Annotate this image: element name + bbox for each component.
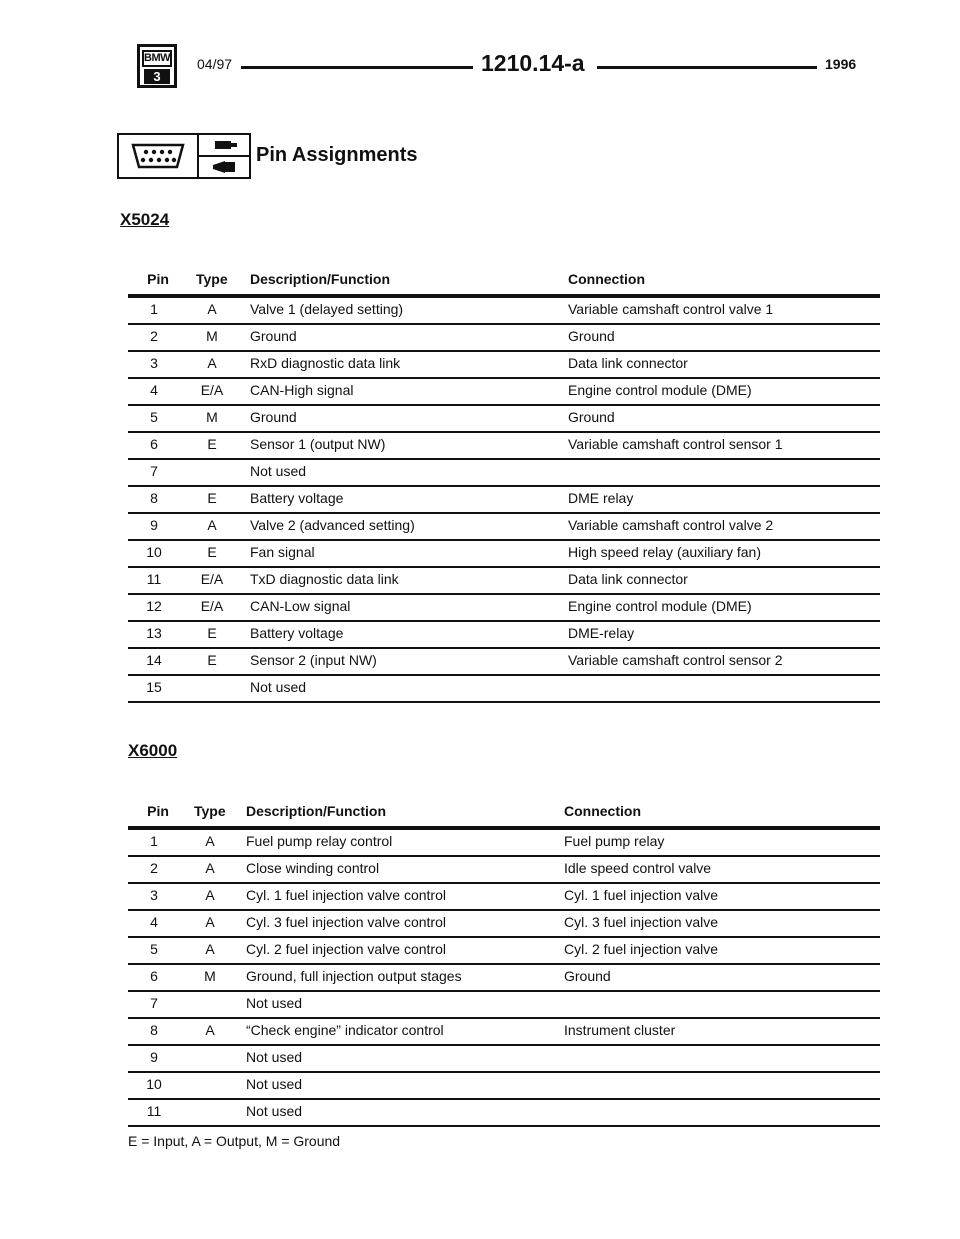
pin-cell: 4: [150, 382, 158, 398]
description-cell: Fuel pump relay control: [246, 833, 393, 849]
connector-name: X5024: [120, 210, 170, 229]
table-row: [128, 911, 880, 938]
table-row: [128, 352, 880, 379]
pin-table-x6000: [128, 799, 880, 1127]
table-row: [128, 649, 880, 676]
type-cell: E: [207, 490, 217, 506]
table-row: [128, 514, 880, 541]
description-cell: Not used: [246, 1049, 303, 1065]
pin-cell: 5: [150, 409, 158, 425]
table-row: [128, 622, 880, 649]
description-cell: Ground, full injection output stages: [246, 968, 462, 984]
logo-brand: BMW: [142, 50, 172, 67]
table-row: [128, 1046, 880, 1073]
connection-cell: High speed relay (auxiliary fan): [568, 544, 761, 560]
type-cell: E/A: [200, 598, 224, 614]
table-row: [128, 325, 880, 352]
header-year: 1996: [825, 56, 857, 72]
connection-cell: Ground: [568, 328, 615, 344]
column-header-type: Type: [194, 803, 226, 819]
description-cell: Cyl. 2 fuel injection valve control: [246, 941, 446, 957]
type-cell: E: [207, 436, 217, 452]
type-legend: E = Input, A = Output, M = Ground: [128, 1133, 341, 1149]
pin-cell: 5: [150, 941, 158, 957]
pin-cell: 8: [150, 1022, 158, 1038]
pin-cell: 10: [146, 544, 162, 560]
connection-cell: Idle speed control valve: [564, 860, 712, 876]
type-cell: A: [205, 1022, 215, 1038]
table-row: [128, 938, 880, 965]
table-row: [128, 433, 880, 460]
page-title: Pin Assignments: [256, 144, 418, 166]
type-cell: E/A: [200, 382, 224, 398]
pin-cell: 14: [146, 652, 162, 668]
table-body: [128, 830, 880, 1127]
connection-cell: DME relay: [568, 490, 634, 506]
pin-cell: 15: [146, 679, 162, 695]
table-row: [128, 676, 880, 703]
type-cell: M: [206, 409, 218, 425]
connection-cell: Fuel pump relay: [564, 833, 665, 849]
column-header-connection: Connection: [564, 803, 641, 819]
description-cell: Ground: [250, 328, 297, 344]
pin-cell: 1: [150, 833, 158, 849]
logo-series: 3: [144, 69, 170, 84]
table-row: [128, 568, 880, 595]
connection-cell: Engine control module (DME): [568, 382, 752, 398]
header-rule-left: [241, 66, 473, 69]
type-cell: A: [205, 833, 215, 849]
description-cell: Cyl. 1 fuel injection valve control: [246, 887, 446, 903]
connection-cell: Variable camshaft control sensor 2: [568, 652, 783, 668]
description-cell: RxD diagnostic data link: [250, 355, 401, 371]
pin-cell: 10: [146, 1076, 162, 1092]
type-cell: E: [207, 652, 217, 668]
pin-cell: 3: [150, 355, 158, 371]
table-row: [128, 1100, 880, 1127]
description-cell: Ground: [250, 409, 297, 425]
connection-cell: Data link connector: [568, 571, 688, 587]
description-cell: Cyl. 3 fuel injection valve control: [246, 914, 446, 930]
connection-cell: Variable camshaft control valve 2: [568, 517, 774, 533]
description-cell: Sensor 1 (output NW): [250, 436, 386, 452]
type-cell: E/A: [200, 571, 224, 587]
pin-cell: 11: [146, 571, 162, 587]
connection-cell: Instrument cluster: [564, 1022, 676, 1038]
header-date: 04/97: [197, 56, 233, 72]
type-cell: A: [205, 860, 215, 876]
pin-cell: 6: [150, 436, 158, 452]
table-row: [128, 298, 880, 325]
connector-name: X6000: [128, 741, 178, 760]
column-header-type: Type: [196, 271, 228, 287]
description-cell: Battery voltage: [250, 490, 344, 506]
pin-plug-icon: [199, 133, 251, 179]
pin-cell: 4: [150, 914, 158, 930]
type-cell: A: [205, 887, 215, 903]
table-header: [128, 267, 880, 294]
column-header-description: Description/Function: [246, 803, 386, 819]
column-header-pin: Pin: [147, 803, 169, 819]
table-row: [128, 1019, 880, 1046]
description-cell: Not used: [250, 679, 307, 695]
type-cell: A: [205, 941, 215, 957]
connection-cell: Ground: [564, 968, 611, 984]
pin-cell: 7: [150, 463, 158, 479]
connection-cell: Variable camshaft control sensor 1: [568, 436, 783, 452]
pin-cell: 2: [150, 328, 158, 344]
type-cell: A: [205, 914, 215, 930]
type-cell: E: [207, 625, 217, 641]
bmw-3-series-logo-icon: [137, 44, 177, 88]
table-row: [128, 884, 880, 911]
pin-cell: 6: [150, 968, 158, 984]
description-cell: Sensor 2 (input NW): [250, 652, 377, 668]
connection-cell: Ground: [568, 409, 615, 425]
table-body: [128, 298, 880, 703]
description-cell: TxD diagnostic data link: [250, 571, 399, 587]
pin-cell: 1: [150, 301, 158, 317]
pin-cell: 11: [146, 1103, 162, 1119]
table-row: [128, 830, 880, 857]
description-cell: “Check engine” indicator control: [246, 1022, 444, 1038]
description-cell: Not used: [250, 463, 307, 479]
column-header-pin: Pin: [147, 271, 169, 287]
description-cell: CAN-High signal: [250, 382, 354, 398]
type-cell: A: [207, 355, 217, 371]
table-row: [128, 595, 880, 622]
pin-cell: 13: [146, 625, 162, 641]
pin-cell: 3: [150, 887, 158, 903]
description-cell: Fan signal: [250, 544, 315, 560]
table-row: [128, 541, 880, 568]
page-header: [137, 44, 877, 88]
connection-cell: Cyl. 3 fuel injection valve: [564, 914, 719, 930]
header-doc-code: 1210.14-a: [481, 50, 585, 76]
description-cell: Close winding control: [246, 860, 380, 876]
description-cell: Valve 1 (delayed setting): [250, 301, 404, 317]
description-cell: Valve 2 (advanced setting): [250, 517, 415, 533]
pin-cell: 9: [150, 517, 158, 533]
type-cell: E: [207, 544, 217, 560]
connection-cell: Variable camshaft control valve 1: [568, 301, 774, 317]
connection-cell: Cyl. 1 fuel injection valve: [564, 887, 719, 903]
header-rule-right: [597, 66, 817, 69]
table-row: [128, 857, 880, 884]
table-row: [128, 379, 880, 406]
description-cell: Not used: [246, 1103, 303, 1119]
description-cell: Battery voltage: [250, 625, 344, 641]
pin-cell: 2: [150, 860, 158, 876]
pin-table-x5024: [128, 267, 880, 703]
table-header: [128, 799, 880, 826]
table-row: [128, 487, 880, 514]
column-header-description: Description/Function: [250, 271, 390, 287]
table-row: [128, 460, 880, 487]
table-row: [128, 992, 880, 1019]
type-cell: M: [204, 968, 216, 984]
table-row: [128, 1073, 880, 1100]
column-header-connection: Connection: [568, 271, 645, 287]
connector-icon: [117, 133, 199, 179]
connection-cell: Engine control module (DME): [568, 598, 752, 614]
description-cell: Not used: [246, 1076, 303, 1092]
connection-cell: DME-relay: [568, 625, 635, 641]
pin-cell: 8: [150, 490, 158, 506]
connection-cell: Cyl. 2 fuel injection valve: [564, 941, 719, 957]
pin-cell: 9: [150, 1049, 158, 1065]
type-cell: A: [207, 301, 217, 317]
type-cell: A: [207, 517, 217, 533]
description-cell: CAN-Low signal: [250, 598, 351, 614]
pin-cell: 12: [146, 598, 162, 614]
pin-cell: 7: [150, 995, 158, 1011]
connection-cell: Data link connector: [568, 355, 688, 371]
table-row: [128, 406, 880, 433]
type-cell: M: [206, 328, 218, 344]
description-cell: Not used: [246, 995, 303, 1011]
table-row: [128, 965, 880, 992]
